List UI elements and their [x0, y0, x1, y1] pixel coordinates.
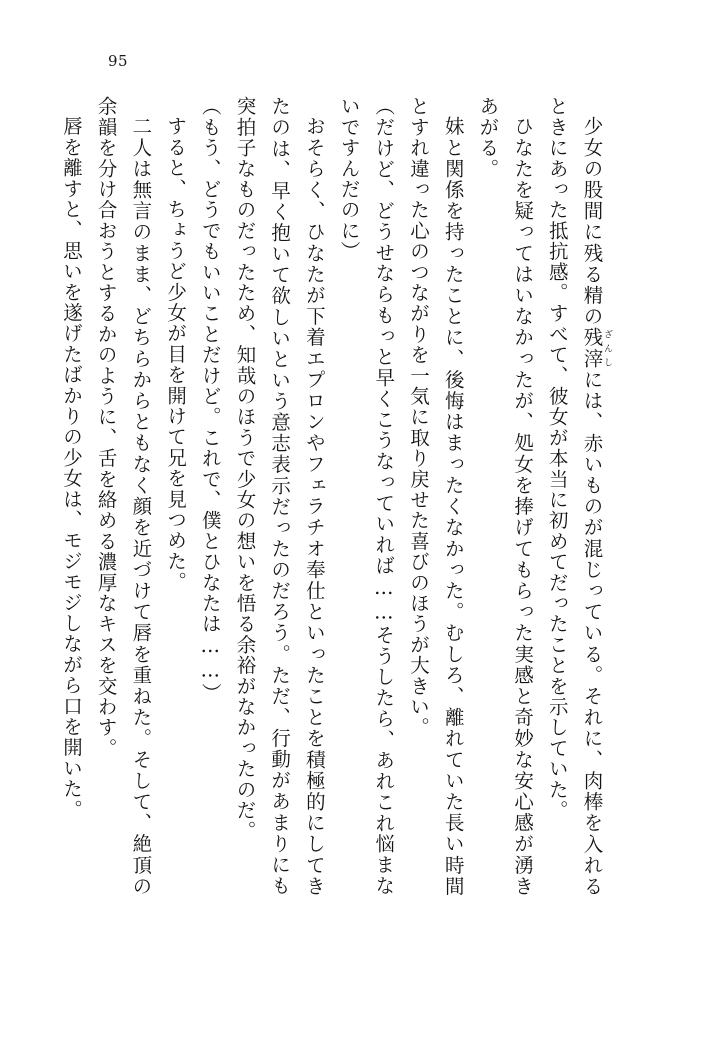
- body-text-block: [59, 96, 612, 897]
- paragraph-8: 二人は無言のまま、どちらからともなく顔を近づけて唇を重ねた。そして、絶頂の余韻を分け合おうとするかのように、舌を絡める濃厚なキスを交わす。: [94, 96, 153, 896]
- paragraph-5: おそらく、ひなたが下着エプロンやフェラチオ奉仕といったことを積極的にしてきたのは、早く抱いて欲しいという意志表示だったのだろう。ただ、行動があまりにも突拍子なものだったため、知哉のほうで少女の想いを悟る余裕がなかったのだ。: [233, 96, 326, 896]
- page-number: 95: [108, 52, 129, 70]
- paragraph-2: ひなたを疑ってはいなかったが、処女を捧げてもらった実感と奇妙な安心感が湧きあがる。: [476, 96, 535, 896]
- paragraph-7: すると、ちょうど少女が目を開けて兄を見つめた。: [164, 115, 188, 592]
- ruby-zanshi: 残滓ざんし: [580, 326, 612, 369]
- paragraph-1: 少女の股間に残る精の残滓ざんしには、赤いものが混じっている。それに、肉棒を入れるときにあった抵抗感。すべて、彼女が本当に初めてだったことを示していた。: [545, 96, 612, 897]
- paragraph-4: （だけど、どうせならもっと早くこうなっていれば……そうしたら、あれこれ悩まないですんだのに）: [337, 96, 396, 896]
- paragraph-9: 唇を離すと、思いを遂げたばかりの少女は、モジモジしながら口を開いた。: [59, 115, 83, 820]
- paragraph-6: （もう、どうでもいいことだけど。これで、僕とひなたは……）: [198, 96, 222, 704]
- paragraph-3: 妹と関係を持ったことに、後悔はまったくなかった。むしろ、離れていた長い時間とすれ違った心のつながりを一気に取り戻せた喜びのほうが大きい。: [406, 96, 465, 896]
